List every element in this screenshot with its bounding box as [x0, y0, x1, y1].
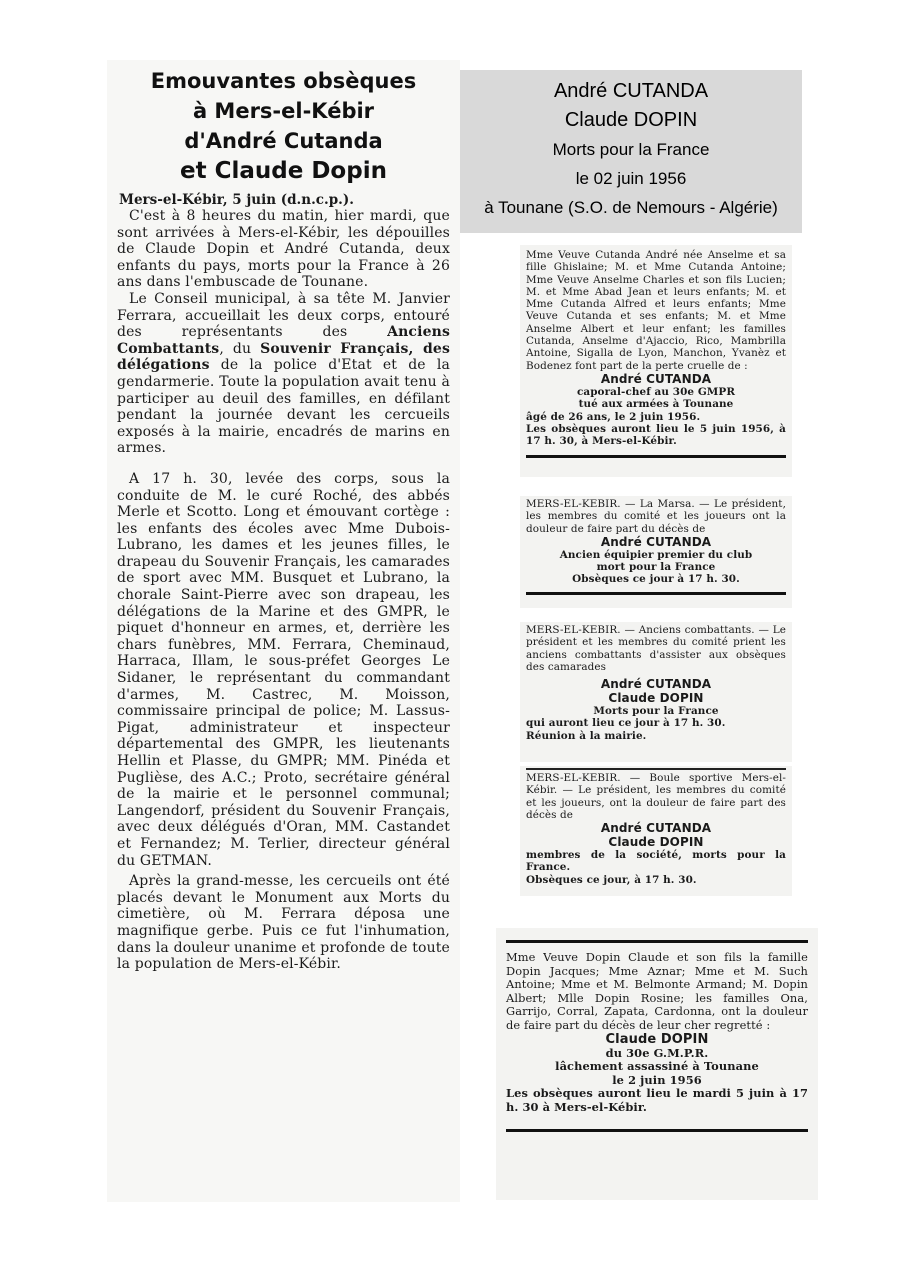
p2-text-b: Anciens Combattants [117, 324, 450, 357]
article-paragraph-1: C'est à 8 heures du matin, hier mardi, que sont arrivées à Mers-el-Kébir, les dépouilles de Claude Dopin et André Cutanda, deux enfants du pays, morts pour la France à 26 ans dans l'embuscade de Tounane. [117, 208, 450, 291]
article-clipping [107, 60, 460, 1202]
notice5-line-2: lâchement assassiné à Tounane [555, 1059, 759, 1074]
death-notice-anciens-combattants [520, 622, 792, 762]
notice5-name: Claude DOPIN [605, 1031, 709, 1047]
notice2-line-3: Obsèques ce jour à 17 h. 30. [572, 573, 740, 586]
p2-text-d: Souvenir Français, des délégations [117, 340, 450, 374]
caption-line-2: le 02 juin 1956 [575, 169, 687, 188]
notice3-name-2: Claude DOPIN [608, 691, 704, 706]
notice1-text: Mme Veuve Cutanda André née Anselme et sa fille Ghislaine; M. et Mme Cutanda Antoine; Mme Veuve Anselme Charles et son fils Lucien; M. et Mme Abad Jean et leurs enfants; M. et Mme Cutanda Alfred et leurs enfants; Mme Veuve Cutanda et ses enfants; M. et Mme Anselme Albert et leur enfant; les familles Cutanda, Anselme d'Ajaccio, Rico, Mambrilla Antoine, Sigalla de Lyon, Manchon, Yvanèz et Bodenez font part de la perte cruelle de : [526, 249, 786, 372]
caption-name-2: Claude DOPIN [564, 109, 698, 131]
caption-line-3: à Tounane (S.O. de Nemours - Algérie) [484, 198, 778, 217]
headline-line-4: et Claude Dopin [180, 158, 387, 184]
notice3-text: MERS-EL-KEBIR. — Anciens combattants. — Le président et les membres du comité prient les anciens combattants d'assister aux obsèques des camarades [526, 624, 786, 673]
death-notice-boule-sportive [520, 766, 792, 896]
notice5-line-3: le 2 juin 1956 [612, 1072, 702, 1087]
article-paragraph-3: A 17 h. 30, levée des corps, sous la conduite de M. le curé Roché, des abbés Merle et Scotto. Long et émouvant cortège : les enfants des écoles avec Mme Dubois-Lubrano, les dames et les jeunes filles, le drapeau du Souvenir Français, les camarades de sport avec MM. Busquet et Lubrano, la chorale Saint-Pierre avec son drapeau, les délégations de la Marine et des GMPR, le piquet d'honneur en armes, et, derrière les chars funèbres, MM. Ferrara, Cheminaud, Harraca, Illam, le sous-préfet Georges Le Sidaner, le représentant du commandant d'armes, M. Castrec, M. Moisson, commissaire principal de police; M. Lassus-Pigat, administrateur et inspecteur départemental des GMPR, les lieutenants Hellin et Plasse, du GMPR; MM. Pinéda et Puglièse, des A.C.; Proto, secrétaire général de la mairie et le personnel communal; Langendorf, président du Souvenir Français, avec deux délégués d'Oran, MM. Castandet et Fernandez; M. Terlier, directeur général du GETMAN. [117, 470, 450, 869]
p2-text-c: , du [219, 340, 261, 357]
notice5-line-4: Les obsèques auront lieu le mardi 5 juin à 17 h. 30 à Mers-el-Kébir. [506, 1086, 808, 1114]
notice2-line-2: mort pour la France [596, 561, 716, 574]
notice5-text: Mme Veuve Dopin Claude et son fils la famille Dopin Jacques; Mme Aznar; Mme et M. Such Antoine; Mme et M. Belmonte Armand; M. Dopin Albert; Mlle Dopin Rosine; les familles Ona, Garrijo, Corral, Zapata, Cardonna, ont la douleur de faire part du décès de leur cher regretté : [506, 950, 808, 1032]
notice1-name: André CUTANDA [600, 371, 712, 386]
notice1-line-4: Les obsèques auront lieu le 5 juin 1956, à 17 h. 30, à Mers-el-Kébir. [526, 422, 786, 448]
article-headline [107, 66, 460, 186]
notice4-top-rule [526, 768, 786, 770]
notice1-line-2: tué aux armées à Tounane [578, 398, 734, 411]
notice3-line-1: Morts pour la France [593, 705, 719, 718]
notice4-line-2: Obsèques ce jour, à 17 h. 30. [526, 873, 697, 886]
notice2-name: André CUTANDA [600, 534, 712, 549]
death-notice-la-marsa [520, 496, 792, 608]
death-notice-cutanda-family [520, 245, 792, 477]
p2-text-a: Le Conseil municipal, à sa tête M. Janvier Ferrara, accueillait les deux corps, entouré des représentants des [117, 290, 450, 341]
p2-text-e: de la police d'Etat et de la gendarmerie. Toute la population avait tenu à participer au deuil des familles, en défilant pendant la journée devant les cercueils exposés à la mairie, encadrés de marins en armes. [117, 357, 450, 457]
article-paragraph-4: Après la grand-messe, les cercueils ont été placés devant le Monument aux Morts du cimetière, où M. Ferrara déposa une magnifique gerbe. Puis ce fut l'inhumation, dans la douleur unanime et profonde de toute la population de Mers-el-Kébir. [117, 873, 450, 973]
notice4-line-1: membres de la société, morts pour la France. [526, 849, 786, 874]
headline-line-1: Emouvantes obsèques [150, 69, 417, 93]
caption-name-1: André CUTANDA [553, 80, 709, 102]
notice1-line-3: âgé de 26 ans, le 2 juin 1956. [526, 410, 701, 423]
notice1-line-1: caporal-chef au 30e GMPR [576, 385, 736, 398]
notice4-name-1: André CUTANDA [600, 821, 712, 836]
notice2-text: MERS-EL-KEBIR. — La Marsa. — Le président, les membres du comité et les joueurs ont la douleur de faire part du décès de [526, 498, 786, 535]
notice5-top-rule [506, 940, 808, 943]
notice3-name-1: André CUTANDA [600, 677, 712, 692]
notice5-line-1: du 30e G.M.P.R. [605, 1045, 709, 1060]
notice4-name-2: Claude DOPIN [608, 835, 704, 850]
caption-box [460, 70, 802, 233]
notice5-bottom-rule [506, 1129, 808, 1132]
caption-line-1: Morts pour la France [552, 140, 710, 159]
death-notice-dopin-family [496, 928, 818, 1200]
headline-line-2: à Mers-el-Kébir [192, 99, 375, 123]
notice2-line-1: Ancien équipier premier du club [559, 548, 753, 561]
article-paragraph-2 [117, 291, 450, 457]
notice3-line-3: Réunion à la mairie. [526, 729, 647, 742]
article-dateline: Mers-el-Kébir, 5 juin (d.n.c.p.). [119, 192, 354, 208]
notice2-divider [526, 592, 786, 595]
headline-line-3: d'André Cutanda [184, 129, 383, 153]
notice4-text: MERS-EL-KEBIR. — Boule sportive Mers-el-Kébir. — Le président, les membres du comité et les joueurs, ont la douleur de faire part des décès de [526, 772, 786, 821]
notice3-line-2: qui auront lieu ce jour à 17 h. 30. [526, 717, 726, 730]
notice1-divider [526, 455, 786, 458]
